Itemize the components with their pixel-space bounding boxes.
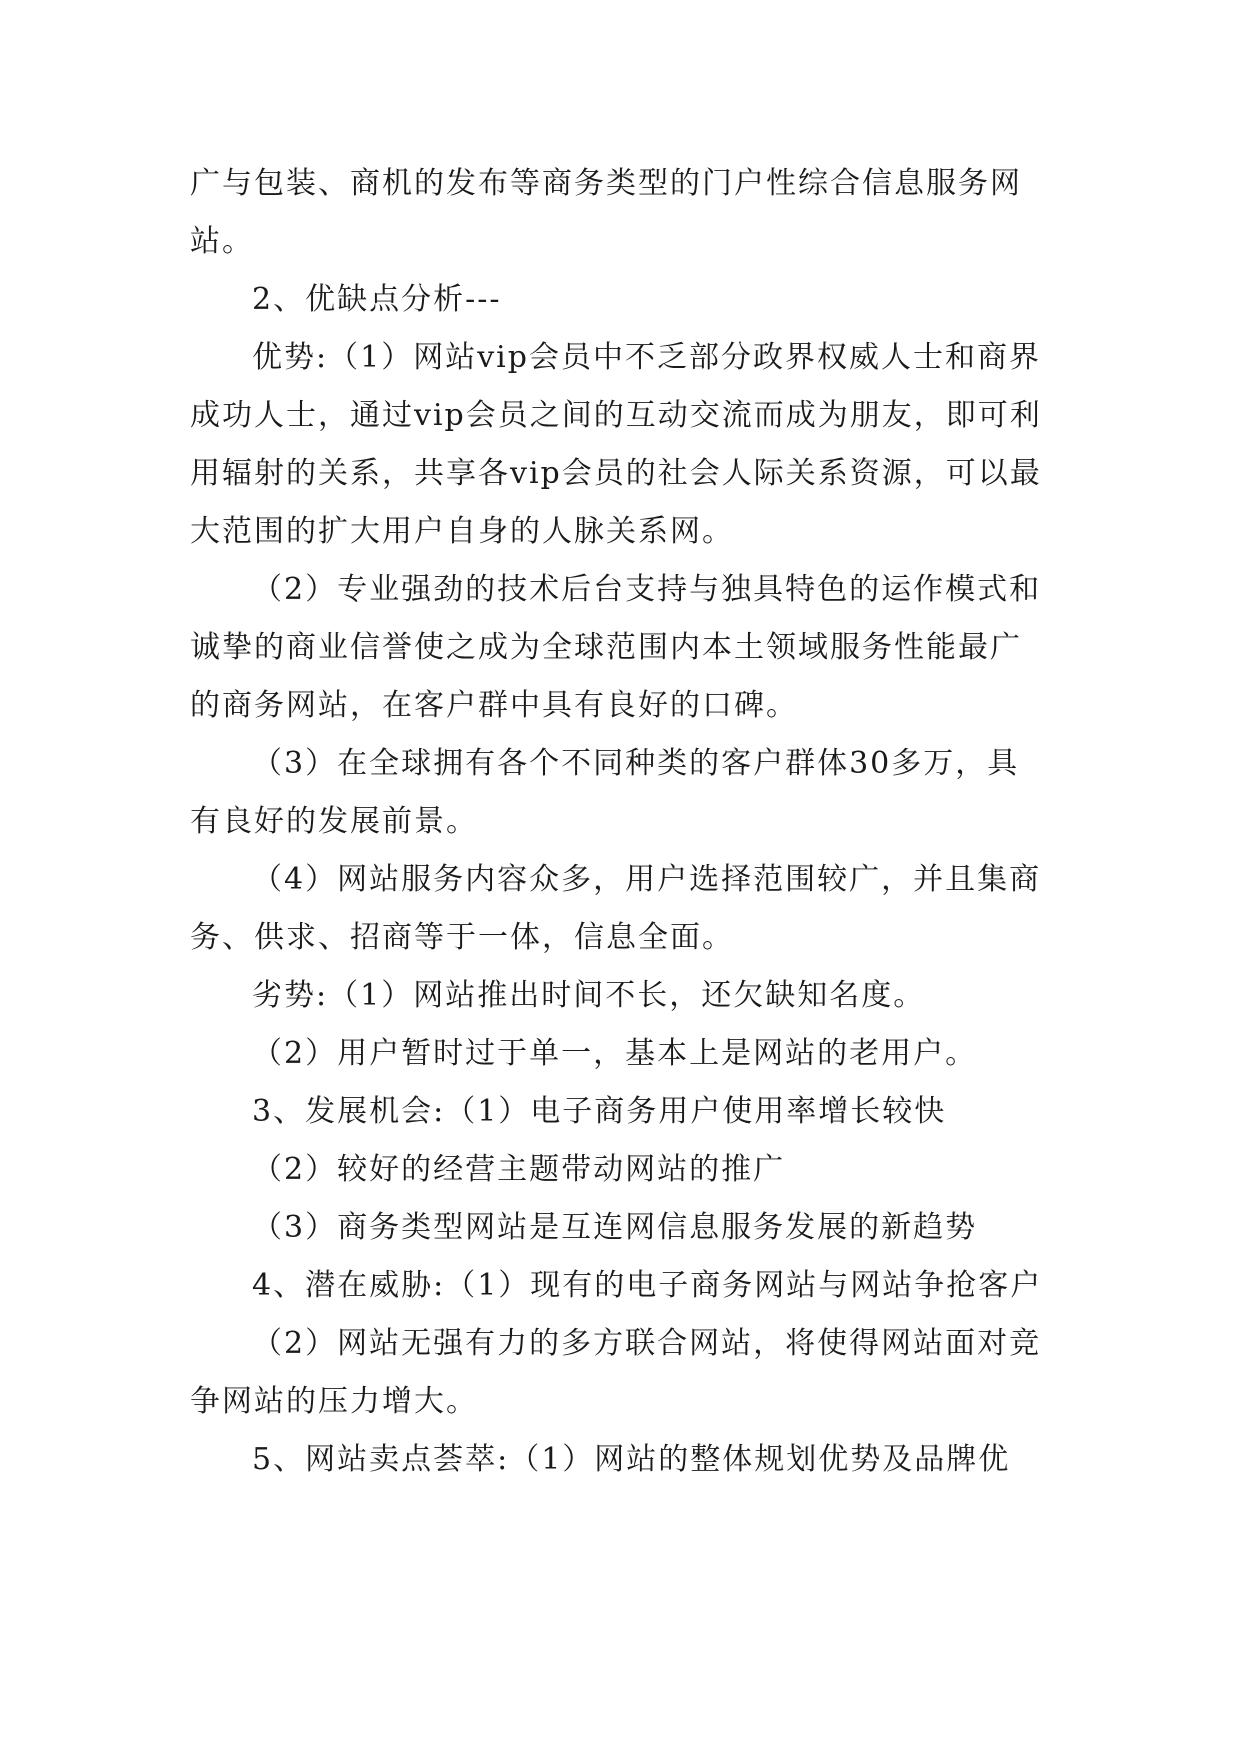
paragraph-strength-1: 优势:（1）网站vip会员中不乏部分政界权威人士和商界成功人士，通过vip会员之间的互动交流而成为朋友，即可利用辐射的关系，共享各vip会员的社会人际关系资源，可以最大范围的扩大用户自身的人脉关系网。 [190, 340, 1042, 549]
paragraph-strength-4: （4）网站服务内容众多，用户选择范围较广，并且集商务、供求、招商等于一体，信息全面。 [190, 862, 1042, 955]
paragraph-weakness-2: （2）用户暂时过于单一，基本上是网站的老用户。 [252, 1036, 978, 1071]
paragraph-opportunity-1: 3、发展机会:（1）电子商务用户使用率增长较快 [252, 1094, 947, 1129]
paragraph-weakness-1: 劣势:（1）网站推出时间不长，还欠缺知名度。 [252, 978, 926, 1013]
document-body [190, 155, 1050, 1489]
paragraph-threat-1: 4、潜在威胁:（1）现有的电子商务网站与网站争抢客户 [252, 1268, 1043, 1303]
paragraph-intro-continuation: 广与包装、商机的发布等商务类型的门户性综合信息服务网站。 [190, 166, 1022, 259]
paragraph-strength-3: （3）在全球拥有各个不同种类的客户群体30多万，具有良好的发展前景。 [190, 746, 1020, 839]
paragraph-threat-2: （2）网站无强有力的多方联合网站，将使得网站面对竞争网站的压力增大。 [190, 1326, 1042, 1419]
paragraph-selling-points: 5、网站卖点荟萃:（1）网站的整体规划优势及品牌优 [252, 1442, 1011, 1477]
paragraph-opportunity-2: （2）较好的经营主题带动网站的推广 [252, 1152, 786, 1187]
paragraph-opportunity-3: （3）商务类型网站是互连网信息服务发展的新趋势 [252, 1210, 978, 1245]
heading-strengths-weaknesses: 2、优缺点分析--- [252, 282, 502, 317]
paragraph-strength-2: （2）专业强劲的技术后台支持与独具特色的运作模式和诚挚的商业信誉使之成为全球范围内本土领域服务性能最广的商务网站，在客户群中具有良好的口碑。 [190, 572, 1042, 723]
